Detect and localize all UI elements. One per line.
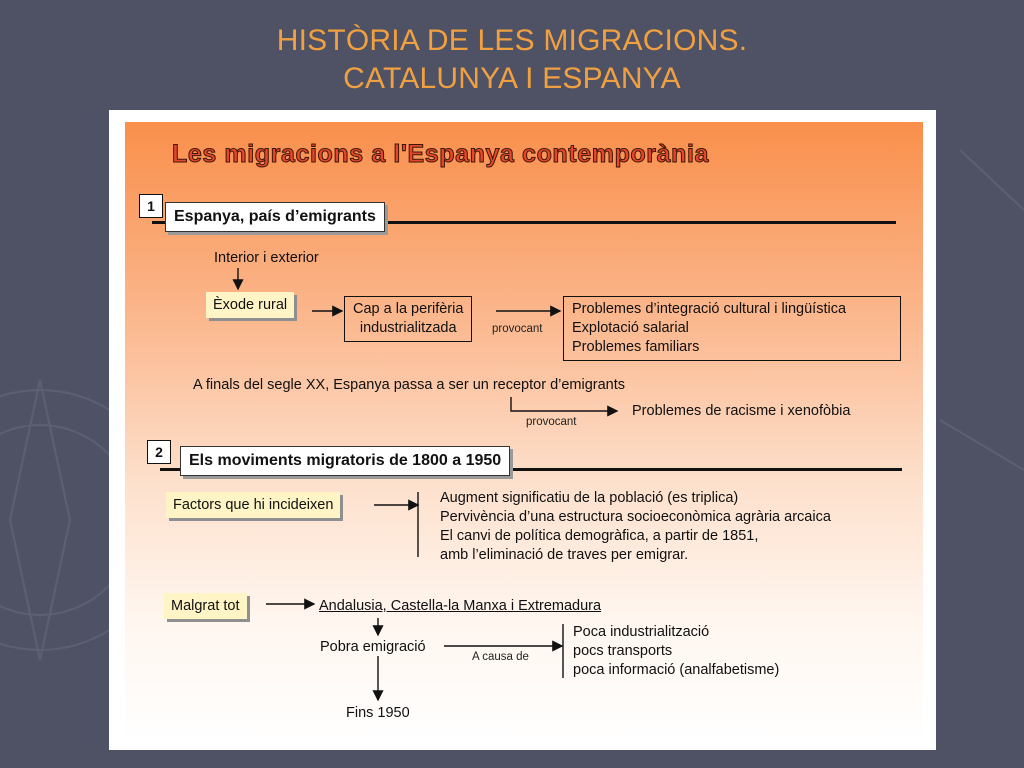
cause-label: A causa de: [472, 651, 529, 663]
despite-box: Malgrat tot: [164, 593, 247, 619]
cause-item: pocs transports: [573, 643, 673, 659]
problems-box: [563, 296, 901, 361]
cause-item: poca informació (analfabetisme): [573, 662, 780, 678]
poor-emigration-text: Pobra emigració: [320, 639, 426, 655]
late-problem-text: Problemes de racisme i xenofòbia: [632, 403, 851, 419]
section1-title: Espanya, país d’emigrants: [165, 202, 385, 232]
destination-box: [344, 296, 472, 342]
diagram-heading: Les migracions a l'Espanya contemporània: [172, 140, 710, 168]
origin-label: Interior i exterior: [214, 250, 319, 266]
destination-line: industrialitzada: [359, 320, 457, 336]
regions-text: Andalusia, Castella-la Manxa i Extremadura: [319, 598, 602, 614]
late-provocant-label: provocant: [526, 416, 577, 428]
problem-item: Problemes familiars: [572, 339, 700, 355]
destination-line: Cap a la perifèria: [353, 301, 464, 317]
factors-list: [440, 489, 831, 565]
factor-item: Augment significatiu de la població (es triplica): [440, 490, 739, 506]
factor-item: amb l’eliminació de traves per emigrar.: [440, 547, 689, 563]
exodus-box: Èxode rural: [206, 292, 294, 318]
problem-item: Explotació salarial: [572, 320, 689, 336]
slide-title-line2: CATALUNYA I ESPANYA: [343, 62, 681, 95]
section2-number: 2: [147, 440, 171, 464]
causes-list: [573, 623, 779, 680]
late-change-text: A finals del segle XX, Espanya passa a ser un receptor d’emigrants: [193, 377, 626, 393]
factor-item: Pervivència d’una estructura socioeconòmica agrària arcaica: [440, 509, 831, 525]
until-text: Fins 1950: [346, 705, 410, 721]
section2-title: Els moviments migratoris de 1800 a 1950: [180, 446, 510, 476]
factors-box: Factors que hi incideixen: [166, 492, 340, 518]
problem-item: Problemes d’integració cultural i lingüística: [572, 301, 847, 317]
provocant-label: provocant: [492, 323, 543, 335]
cause-item: Poca industrialització: [573, 624, 710, 640]
factor-item: El canvi de política demogràfica, a partir de 1851,: [440, 528, 759, 544]
section1-number: 1: [139, 194, 163, 218]
slide-title-line1: HISTÒRIA DE LES MIGRACIONS.: [276, 24, 748, 57]
slide-title: [0, 22, 1024, 98]
